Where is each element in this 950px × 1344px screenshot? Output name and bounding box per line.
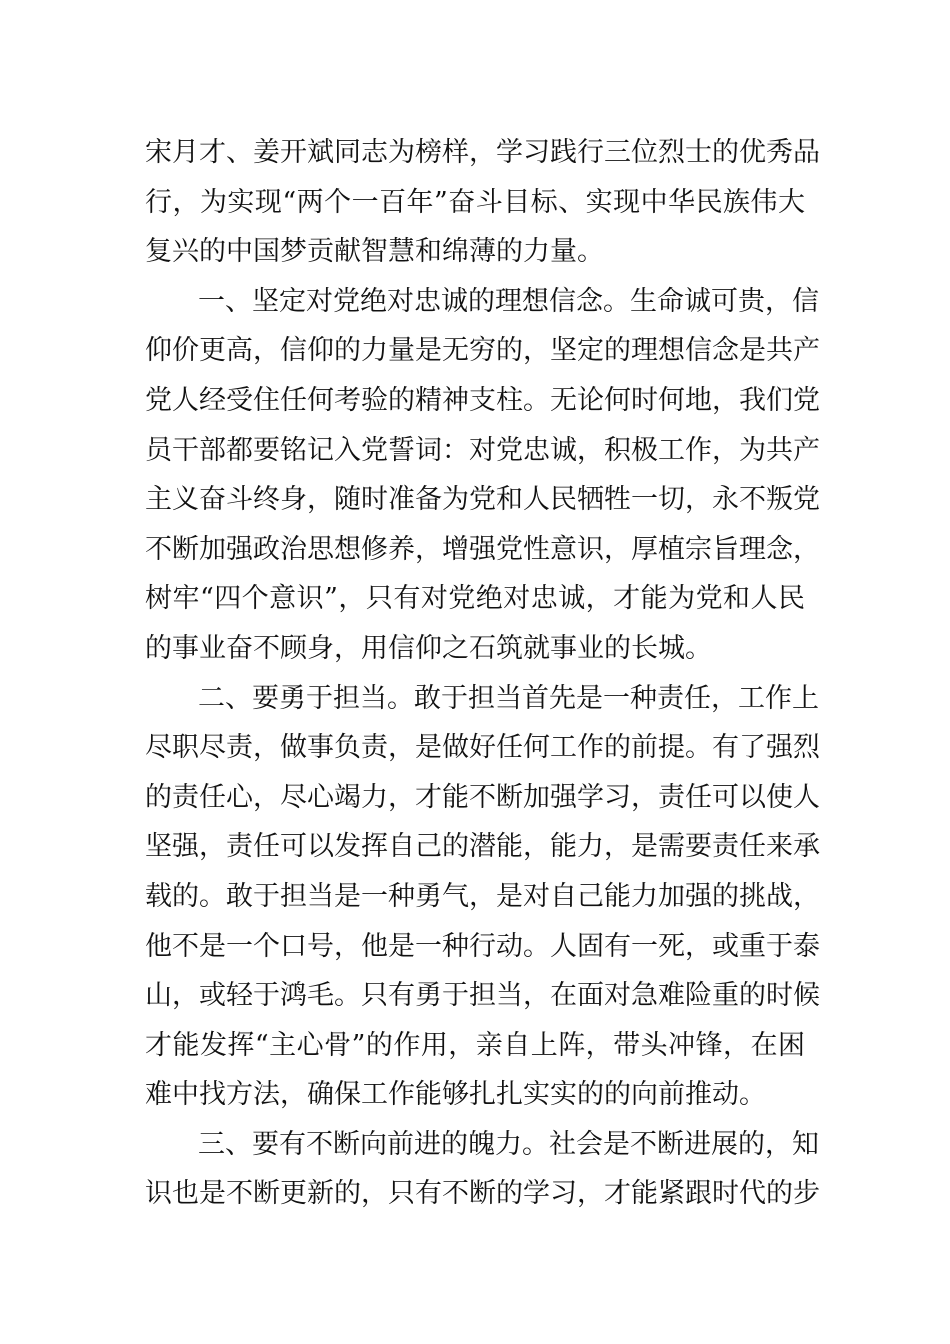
text-line: 载的。敢于担当是一种勇气，是对自己能力加强的挑战， [145,880,820,912]
text-line: 不断加强政治思想修养，增强党性意识，厚植宗旨理念， [145,533,820,565]
text-line: 才能发挥“主心骨”的作用，亲自上阵，带头冲锋，在困 [145,1029,805,1061]
text-line: 树牢“四个意识”，只有对党绝对忠诚，才能为党和人民 [145,583,805,615]
text-line: 的责任心，尽心竭力，才能不断加强学习，责任可以使人 [145,781,820,813]
text-line: 他不是一个口号，他是一种行动。人固有一死，或重于泰 [145,930,820,962]
text-line: 宋月才、姜开斌同志为榜样，学习践行三位烈士的优秀品 [145,137,820,168]
text-line: 识也是不断更新的，只有不断的学习，才能紧跟时代的步 [145,1178,820,1210]
document-body [145,128,820,1219]
text-line: 复兴的中国梦贡献智慧和绵薄的力量。 [145,236,604,268]
text-line: 二、要勇于担当。敢于担当首先是一种责任，工作上 [198,682,819,714]
text-line: 主义奋斗终身，随时准备为党和人民牺牲一切，永不叛党 [145,484,820,516]
text-line: 仰价更高，信仰的力量是无穷的，坚定的理想信念是共产 [145,335,820,367]
text-line: 的事业奋不顾身，用信仰之石筑就事业的长城。 [145,632,712,664]
text-line: 难中找方法，确保工作能够扎扎实实的的向前推动。 [145,1079,766,1111]
text-line: 一、坚定对党绝对忠诚的理想信念。生命诚可贵，信 [198,285,819,317]
text-line: 党人经受住任何考验的精神支柱。无论何时何地，我们党 [145,384,820,416]
text-line: 行，为实现“两个一百年”奋斗目标、实现中华民族伟大 [145,186,805,218]
text-line: 坚强，责任可以发挥自己的潜能，能力，是需要责任来承 [145,831,820,863]
text-line: 三、要有不断向前进的魄力。社会是不断进展的，知 [198,1128,819,1160]
text-line: 尽职尽责，做事负责，是做好任何工作的前提。有了强烈 [145,732,820,764]
text-line: 员干部都要铭记入党誓词：对党忠诚，积极工作，为共产 [145,434,820,466]
text-line: 山，或轻于鸿毛。只有勇于担当，在面对急难险重的时候 [145,980,820,1012]
